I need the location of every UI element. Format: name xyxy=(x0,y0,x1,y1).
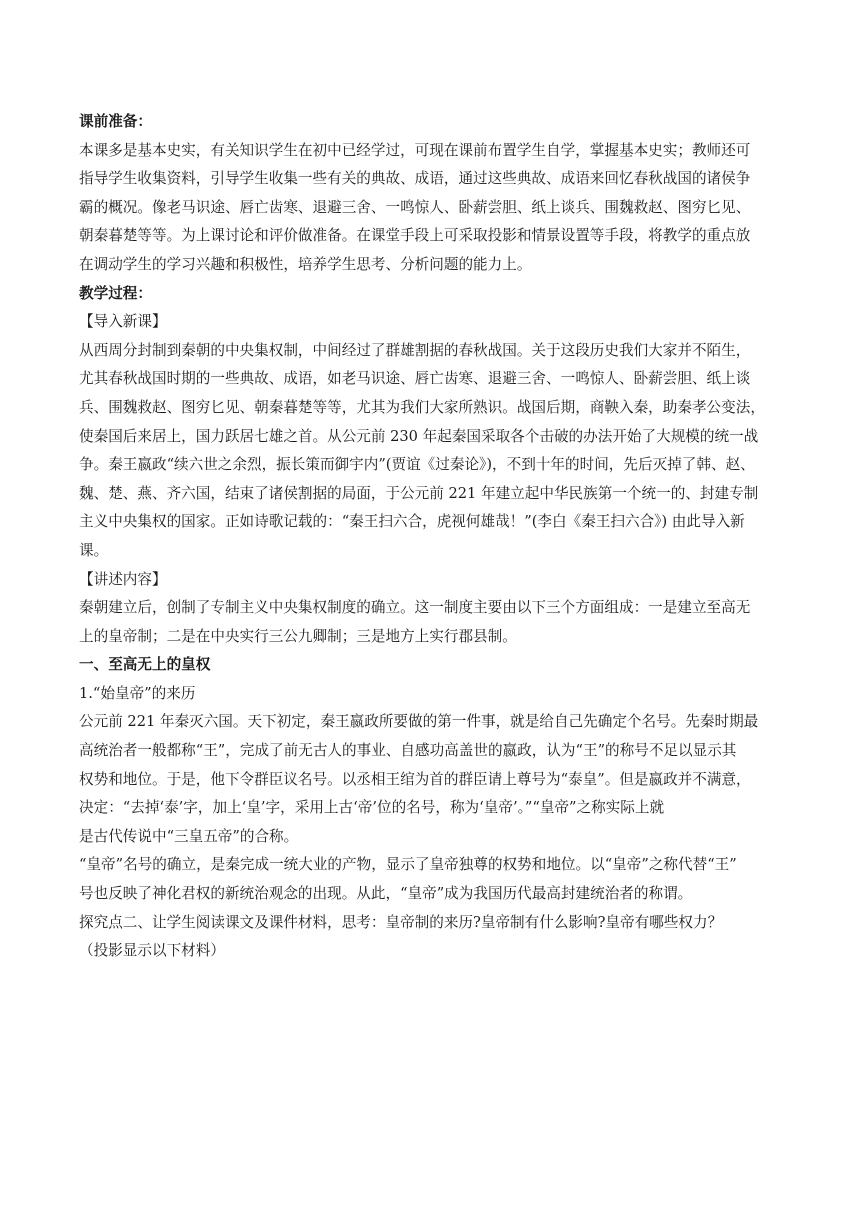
paragraph-line: 决定：“去掉‘泰’字，加上‘皇’字，采用上古‘帝’位的名号，称为‘皇帝’。”“皇帝”之称实际上就 xyxy=(79,799,665,817)
paragraph-line: 兵、围魏救赵、图穷匕见、朝秦暮楚等等，尤其为我们大家所熟识。战国后期，商鞅入秦，助秦孝公变法， xyxy=(79,398,765,416)
paragraph-line: 高统治者一般都称“王”，完成了前无古人的事业、自感功高盖世的嬴政，认为“王”的称号不足以显示其 xyxy=(79,742,737,760)
paragraph-line: 争。秦王嬴政“续六世之余烈，振长策而御宇内”(贾谊《过秦论》)，不到十年的时间，先后灭掉了韩、赵、 xyxy=(79,456,755,474)
paragraph-line: 指导学生收集资料，引导学生收集一些有关的典故、成语，通过这些典故、成语来回忆春秋战国的诸侯争 xyxy=(79,170,751,188)
paragraph-line: 课。 xyxy=(79,541,109,559)
heading-pre-class-preparation: 课前准备： xyxy=(79,113,152,130)
paragraph-line: 从西周分封制到秦朝的中央集权制，中间经过了群雄割据的春秋战国。关于这段历史我们大家并不陌生， xyxy=(79,341,751,359)
heading-teaching-process: 教学过程： xyxy=(79,284,152,302)
paragraph-line: 公元前 221 年秦灭六国。天下初定，秦王嬴政所要做的第一件事，就是给自己先确定个名号。先秦时期最 xyxy=(79,713,759,731)
paragraph-line: 是古代传说中“三皇五帝”的合称。 xyxy=(79,827,299,845)
paragraph-line: 号也反映了神化君权的新统治观念的出现。从此，“皇帝”成为我国历代最高封建统治者的称谓。 xyxy=(79,885,693,903)
document-page xyxy=(79,108,781,966)
subheading-introduction: 【导入新课】 xyxy=(79,313,167,331)
paragraph-line: 魏、楚、燕、齐六国，结束了诸侯割据的局面，于公元前 221 年建立起中华民族第一个统一的、封建专制 xyxy=(79,484,759,502)
subheading-origin-of-first-emperor: 1.“始皇帝”的来历 xyxy=(79,684,196,702)
paragraph-line: 上的皇帝制；二是在中央实行三公九卿制；三是地方上实行郡县制。 xyxy=(79,627,517,645)
paragraph-line: 探究点二、让学生阅读课文及课件材料，思考：皇帝制的来历?皇帝制有什么影响?皇帝有哪些权力？ xyxy=(79,913,723,931)
paragraph-line: 使秦国后来居上，国力跃居七雄之首。从公元前 230 年起秦国采取各个击破的办法开始了大规模的统一战 xyxy=(79,427,759,445)
paragraph-line: 秦朝建立后，创制了专制主义中央集权制度的确立。这一制度主要由以下三个方面组成：一是建立至高无 xyxy=(79,599,751,617)
paragraph-line: 主义中央集权的国家。正如诗歌记载的：“秦王扫六合，虎视何雄哉！”(李白《秦王扫六合》) 由此导入新 xyxy=(79,513,745,531)
paragraph-line: 权势和地位。于是，他下令群臣议名号。以丞相王绾为首的群臣请上尊号为“泰皇”。但是嬴政并不满意， xyxy=(79,770,751,788)
paragraph-line: 本课多是基本史实，有关知识学生在初中已经学过，可现在课前布置学生自学，掌握基本史实；教师还可 xyxy=(79,141,751,159)
subheading-lecture-content: 【讲述内容】 xyxy=(79,570,167,588)
paragraph-line: （投影显示以下材料） xyxy=(79,942,225,960)
paragraph-line: 在调动学生的学习兴趣和积极性，培养学生思考、分析问题的能力上。 xyxy=(79,255,532,273)
paragraph-line: 朝秦暮楚等等。为上课讨论和评价做准备。在课堂手段上可采取投影和情景设置等手段，将教学的重点放 xyxy=(79,227,751,245)
paragraph-line: “皇帝”名号的确立，是秦完成一统大业的产物，显示了皇帝独尊的权势和地位。以“皇帝”之称代替“王” xyxy=(79,856,737,874)
paragraph-line: 霸的概况。像老马识途、唇亡齿寒、退避三舍、一鸣惊人、卧薪尝胆、纸上谈兵、围魏救赵、图穷匕见、 xyxy=(79,198,751,216)
paragraph-line: 尤其春秋战国时期的一些典故、成语，如老马识途、唇亡齿寒、退避三舍、一鸣惊人、卧薪尝胆、纸上谈 xyxy=(79,370,751,388)
heading-supreme-imperial-power: 一、至高无上的皇权 xyxy=(79,656,211,674)
